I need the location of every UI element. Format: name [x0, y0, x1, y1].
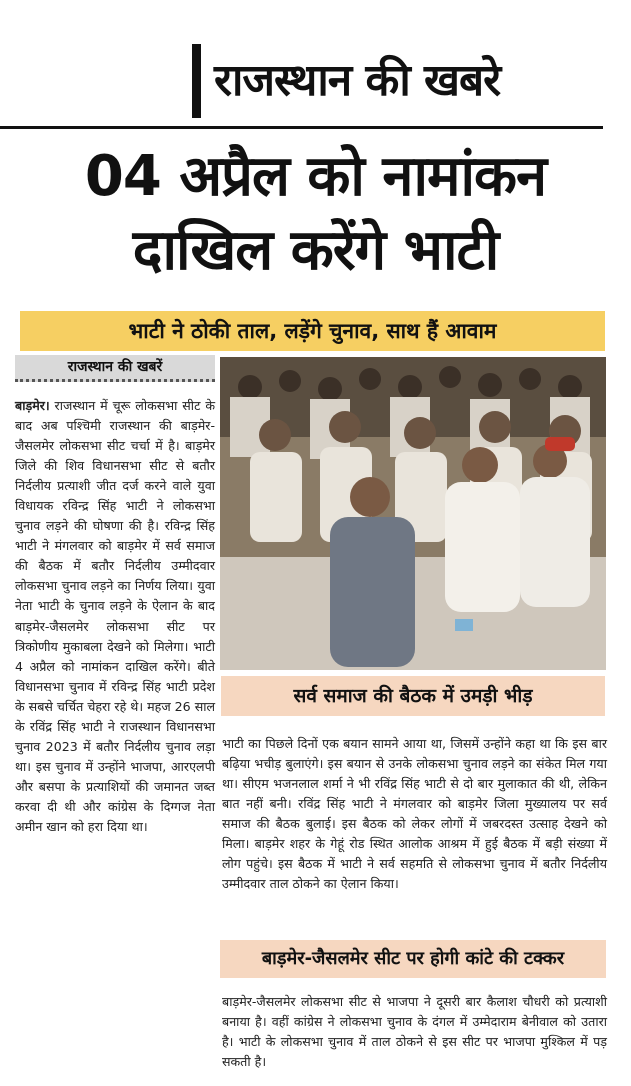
- subheadline: भाटी ने ठोकी ताल, लड़ेंगे चुनाव, साथ हैं आवाम: [20, 311, 605, 351]
- photo-caption: सर्व समाज की बैठक में उमड़ी भीड़: [221, 676, 605, 716]
- masthead-rule: [0, 126, 603, 129]
- right-column-para-1: [222, 734, 607, 894]
- headline: [10, 140, 621, 288]
- masthead-bar: [192, 44, 201, 118]
- left-column-text: [15, 396, 215, 837]
- crowd-photo-illustration: [220, 357, 606, 670]
- section-subhead: बाड़मेर-जैसलमेर सीट पर होगी कांटे की टक्कर: [220, 940, 606, 978]
- left-column-body: राजस्थान में चूरू लोकसभा सीट के बाद अब पश्चिमी राजस्थान की बाड़मेर-जैसलमेर लोकसभा सीट चर्चा में है। बाड़मेर जिले की शिव विधानसभा सीट से बतौर निर्दलीय प्रत्याशी जीत दर्ज करने वाले युवा विधायक रविन्द्र सिंह भाटी ने लोकसभा चुनाव लड़ने की घोषणा की है। रविन्द्र सिंह भाटी ने मंगलवार को बाड़मेर में सर्व समाज की बैठक में बतौर निर्दलीय उम्मीदवार लोकसभा चुनाव लड़ने का निर्णय लिया। युवा नेता भाटी के चुनाव लड़ने के ऐलान के बाद बाड़मेर-जैसलमेर लोकसभा सीट पर त्रिकोणीय मुकाबला देखने को मिलेगा। भाटी 4 अप्रैल को नामांकन दाखिल करेंगे। बीते विधानसभा चुनाव में रविन्द्र सिंह भाटी प्रदेश के सबसे चर्चित चेहरा रहे थे। महज 26 साल के रविंद्र सिंह भाटी ने राजस्थान विधानसभा चुनाव 2023 में बतौर निर्दलीय चुनाव लड़ा था। इस चुनाव में उन्होंने भाजपा, आरएलपी और बसपा के प्रत्याशियों की जमानत जब्त करवा दी थी और कांग्रेस के दिग्गज नेता अमीन खान को हरा दिया था।: [15, 398, 216, 834]
- section-title: राजस्थान की खबरे: [214, 55, 501, 106]
- right-column-text-2: बाड़मेर-जैसलमेर लोकसभा सीट से भाजपा ने दूसरी बार कैलाश चौधरी को प्रत्याशी बनाया है। वहीं कांग्रेस ने लोकसभा चुनाव के दंगल में उम्मेदाराम बेनीवाल को उतारा है। भाटी के लोकसभा चुनाव में ताल ठोकने से इस सीट पर भाजपा मुश्किल में पड़ सकती है।: [222, 994, 607, 1069]
- masthead: [0, 0, 631, 132]
- right-column-para-2: [222, 992, 607, 1072]
- left-column: [15, 355, 215, 837]
- right-column-text-1: भाटी का पिछले दिनों एक बयान सामने आया था, जिसमें उन्होंने कहा था कि इस बार बढ़िया भचीड़ बुलाएंगे। इस बयान से उनके लोकसभा चुनाव लड़ने का संकेत मिल गया था। सीएम भजनलाल शर्मा ने भी रविंद्र सिंह भाटी से दो बार मुलाकात की थी, लेकिन बात नहीं बनी। रविंद्र सिंह भाटी ने मंगलवार को बाड़मेर जिला मुख्यालय पर सर्व समाज की बैठक बुलाई। इस बैठक को लेकर लोगों में जबरदस्त उत्साह देखने को मिला। बाड़मेर शहर के गेहूं रोड स्थित आलोक आश्रम में हुई बैठक में बड़ी संख्या में लोग पहुंचे। इस बैठक में भाटी ने सर्व सहमति से लोकसभा चुनाव में बतौर निर्दलीय उम्मीदवार ताल ठोकने का ऐलान किया।: [222, 736, 607, 891]
- headline-line-1: 04 अप्रैल को नामांकन: [84, 144, 547, 209]
- dateline: बाड़मेर।: [15, 398, 50, 413]
- headline-line-2: दाखिल करेंगे भाटी: [132, 218, 499, 283]
- column-label: राजस्थान की खबरें: [15, 355, 215, 382]
- news-photo: [220, 357, 606, 670]
